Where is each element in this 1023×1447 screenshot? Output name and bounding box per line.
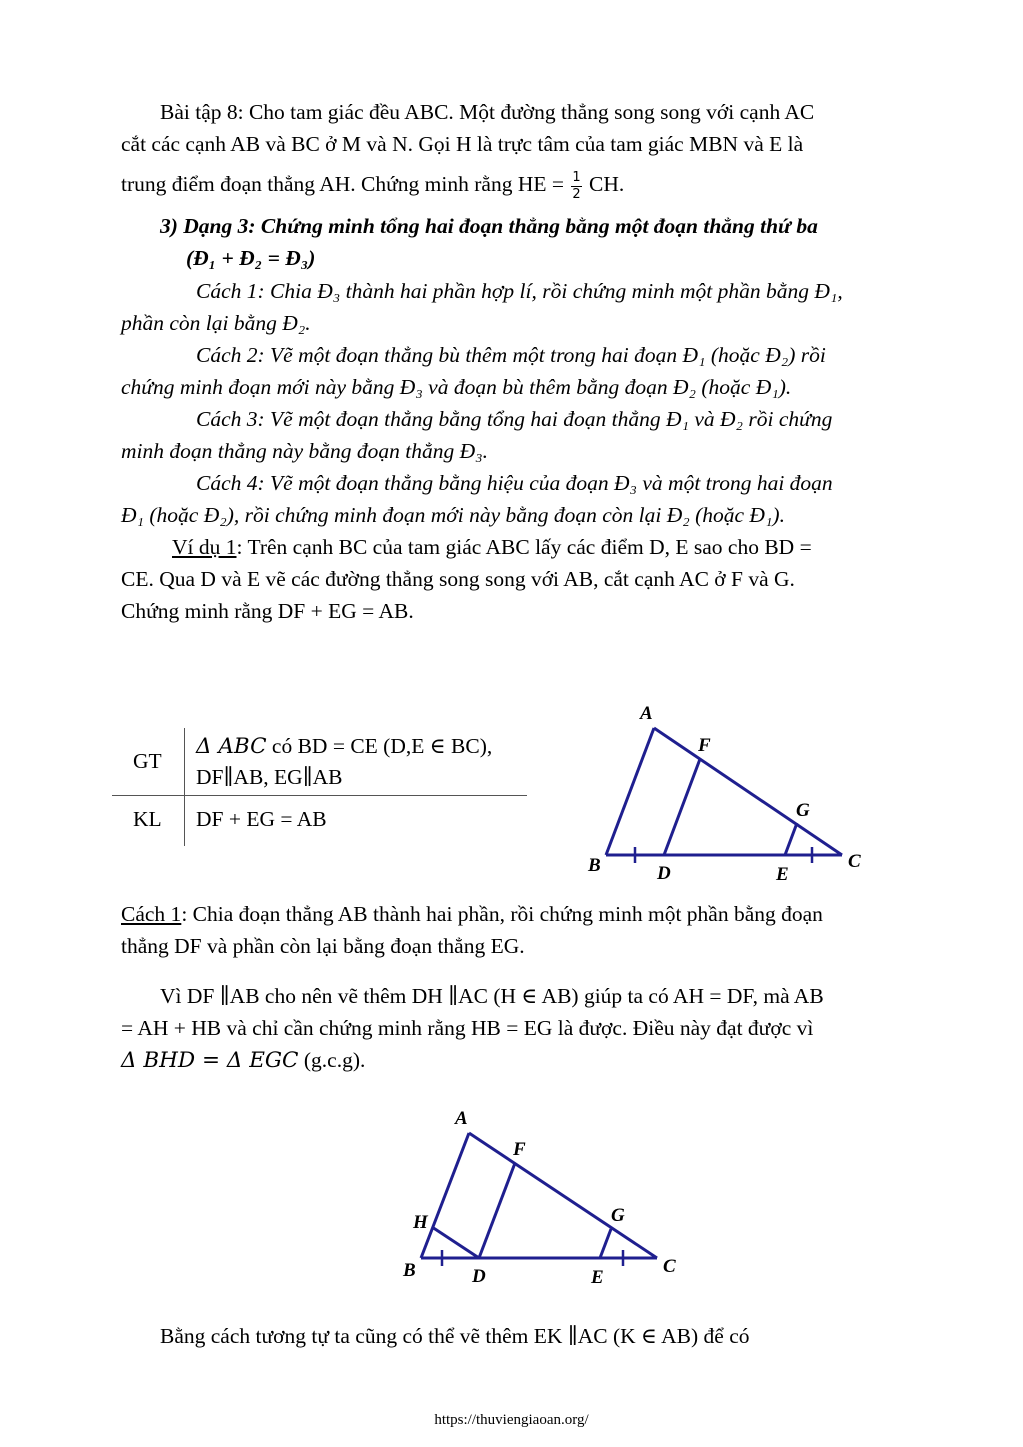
fig1-label-d: D: [657, 863, 671, 884]
fig1-label-c: C: [848, 851, 861, 872]
section-heading-line1: 3) Dạng 3: Chứng minh tổng hai đoạn thẳng bằng một đoạn thẳng thứ ba: [160, 214, 818, 238]
fig1-label-g: G: [796, 800, 810, 821]
method2-line1: Cách 2: Vẽ một đoạn thẳng bù thêm một trong hai đoạn Đ₁ (hoặc Đ₂) rồi: [196, 343, 826, 367]
fig1-side-ac: [654, 728, 842, 855]
method1-line2: phần còn lại bằng Đ₂.: [121, 311, 311, 335]
method2-line2: chứng minh đoạn mới này bằng Đ₃ và đoạn bù thêm bằng đoạn Đ₂ (hoặc Đ₁).: [121, 375, 792, 399]
table-divider-vertical-bottom: [184, 796, 185, 846]
example1-text: : Trên cạnh BC của tam giác ABC lấy các điểm D, E sao cho BD =: [236, 535, 812, 559]
kl-content: DF + EG = AB: [196, 807, 327, 831]
method1-line1: Cách 1: Chia Đ₃ thành hai phần hợp lí, rồi chứng minh một phần bằng Đ₁,: [196, 279, 843, 303]
fig2-side-ac: [469, 1133, 657, 1258]
fig2-segment-df: [479, 1163, 515, 1258]
method4-line1: Cách 4: Vẽ một đoạn thẳng bằng hiệu của đoạn Đ₃ và một trong hai đoạn: [196, 471, 833, 495]
fig2-label-a: A: [455, 1108, 468, 1129]
triangle-figure-2: [395, 1100, 695, 1295]
proof-line3-rest: (g.c.g).: [298, 1048, 366, 1072]
fig1-side-ab: [606, 728, 654, 855]
fraction-one-half: [571, 170, 581, 203]
footer-url: https://thuviengiaoan.org/: [434, 1412, 589, 1428]
triangle-figure-1: [580, 695, 880, 890]
method4-line2: Đ₁ (hoặc Đ₂), rồi chứng minh đoạn mới này bằng đoạn còn lại Đ₂ (hoặc Đ₁).: [121, 503, 785, 527]
fig1-segment-eg: [785, 823, 797, 855]
proof-line2: = AH + HB và chỉ cần chứng minh rằng HB = EG là được. Điều này đạt được vì: [121, 1016, 814, 1040]
method3-line1: Cách 3: Vẽ một đoạn thẳng bằng tổng hai đoạn thẳng Đ₁ và Đ₂ rồi chứng: [196, 407, 833, 431]
fig2-segment-dh: [432, 1227, 479, 1258]
gt-content-line2: DF∥AB, EG∥AB: [196, 765, 343, 789]
fig1-label-e: E: [776, 864, 789, 885]
table-divider-vertical-top: [184, 728, 185, 796]
cach1-line1: [121, 898, 823, 930]
fig1-label-f: F: [698, 735, 711, 756]
fig2-label-e: E: [591, 1267, 604, 1288]
exercise8-line3-a: trung điểm đoạn thẳng AH. Chứng minh rằng HE =: [121, 172, 570, 196]
fig2-label-b: B: [403, 1260, 416, 1281]
gt-triangle-abc: Δ ABC: [196, 734, 267, 759]
fig2-label-g: G: [611, 1205, 625, 1226]
proof-line1: Vì DF ∥AB cho nên vẽ thêm DH ∥AC (H ∈ AB) giúp ta có AH = DF, mà AB: [160, 984, 824, 1008]
gt-content-line1: [196, 730, 492, 763]
example1-line2: CE. Qua D và E vẽ các đường thẳng song song với AB, cắt cạnh AC ở F và G.: [121, 567, 795, 591]
exercise8-line1: Bài tập 8: Cho tam giác đều ABC. Một đường thẳng song song với cạnh AC: [160, 100, 815, 124]
table-divider-horizontal: [112, 795, 527, 796]
fig1-label-b: B: [588, 855, 601, 876]
fig2-label-d: D: [472, 1266, 486, 1287]
cach1-line2: thẳng DF và phần còn lại bằng đoạn thẳng EG.: [121, 934, 525, 958]
gt-condition: có BD = CE (D,E ∈ BC),: [266, 734, 493, 758]
proof-congruence: Δ BHD = Δ EGC: [121, 1048, 299, 1073]
proof-line3: [121, 1044, 365, 1077]
fraction-denominator: 2: [572, 186, 581, 202]
fraction-numerator: 1: [572, 169, 581, 185]
exercise8-line3-b: CH.: [583, 172, 625, 196]
fig2-side-ab: [421, 1133, 469, 1258]
exercise8-line2: cắt các cạnh AB và BC ở M và N. Gọi H là trực tâm của tam giác MBN và E là: [121, 132, 804, 156]
fig2-segment-eg: [600, 1229, 611, 1258]
kl-label: KL: [133, 807, 162, 831]
method3-line2: minh đoạn thẳng này bằng đoạn thẳng Đ₃.: [121, 439, 488, 463]
example1-line1: [172, 531, 812, 563]
closing-line: Bằng cách tương tự ta cũng có thể vẽ thêm EK ∥AC (K ∈ AB) để có: [160, 1324, 750, 1348]
section-heading-line2: (Đ₁ + Đ₂ = Đ₃): [186, 246, 316, 270]
cach1-text: : Chia đoạn thẳng AB thành hai phần, rồi chứng minh một phần bằng đoạn: [181, 902, 823, 926]
fig2-label-c: C: [663, 1256, 676, 1277]
fig1-label-a: A: [640, 703, 653, 724]
gt-label: GT: [133, 749, 162, 773]
fig1-segment-df: [664, 759, 700, 855]
example1-line3: Chứng minh rằng DF + EG = AB.: [121, 599, 414, 623]
exercise8-line3: [121, 168, 624, 203]
cach1-label: Cách 1: [121, 902, 182, 926]
fig2-label-f: F: [513, 1139, 526, 1160]
example1-label: Ví dụ 1: [172, 535, 237, 559]
fig2-label-h: H: [413, 1212, 428, 1233]
